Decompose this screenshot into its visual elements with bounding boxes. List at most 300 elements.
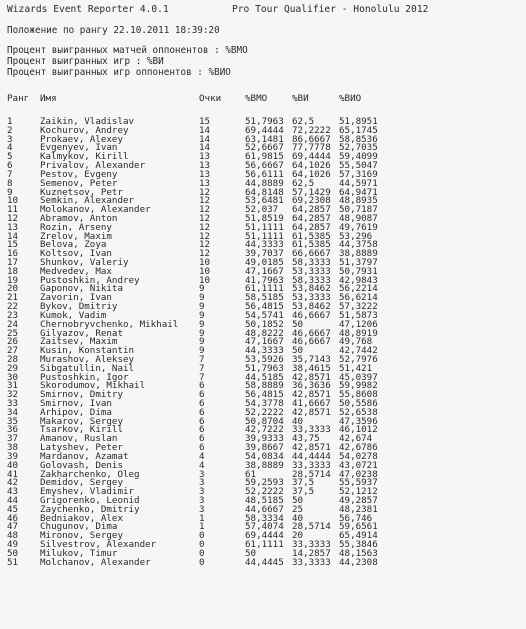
cell-gw: 33,3333	[292, 459, 331, 471]
cell-points: 9	[199, 301, 205, 313]
cell-name: Chugunov, Dima	[40, 521, 118, 533]
cell-omw: 51,1111	[245, 221, 284, 233]
cell-points: 0	[199, 556, 205, 568]
cell-points: 9	[199, 327, 205, 339]
cell-points: 4	[199, 450, 205, 462]
cell-points: 14	[199, 124, 211, 136]
cell-ogw: 59,6561	[339, 521, 378, 533]
cell-ogw: 64,9471	[339, 186, 378, 198]
cell-ogw: 58,8536	[339, 133, 378, 145]
cell-rank: 11	[7, 204, 19, 216]
cell-gw: 64,2857	[292, 221, 331, 233]
cell-rank: 45	[7, 503, 19, 515]
cell-omw: 44,5185	[245, 371, 284, 383]
cell-gw: 38,4615	[292, 362, 331, 374]
cell-gw: 61,5385	[292, 230, 331, 242]
cell-rank: 13	[7, 221, 19, 233]
cell-ogw: 47,1206	[339, 318, 378, 330]
cell-omw: 47,1667	[245, 336, 284, 348]
cell-omw: 58,5185	[245, 292, 284, 304]
cell-omw: 56,6667	[245, 160, 284, 172]
cell-points: 1	[199, 512, 205, 524]
cell-gw: 62,5	[292, 177, 315, 189]
cell-name: Zavorin, Ivan	[40, 292, 112, 304]
cell-points: 12	[199, 212, 211, 224]
table-row	[7, 556, 519, 568]
cell-name: Kalmykov, Kirill	[40, 151, 129, 163]
cell-rank: 29	[7, 362, 19, 374]
legend-line-ogw: Процент выигранных игр оппонентов : %ВИО	[7, 67, 231, 78]
cell-rank: 46	[7, 512, 19, 524]
cell-rank: 5	[7, 151, 13, 163]
cell-name: Medvedev, Max	[40, 265, 112, 277]
header-name: Имя	[40, 93, 57, 104]
cell-name: Zaikin, Vladislav	[40, 116, 135, 127]
cell-omw: 54,0834	[245, 450, 284, 462]
cell-rank: 28	[7, 353, 19, 365]
cell-points: 12	[199, 230, 211, 242]
cell-ogw: 42,674	[339, 433, 373, 445]
cell-omw: 51,7963	[245, 362, 284, 374]
cell-omw: 49,0185	[245, 257, 284, 268]
cell-gw: 37,5	[292, 486, 315, 498]
cell-points: 9	[199, 318, 205, 330]
cell-omw: 52,2222	[245, 486, 284, 498]
cell-omw: 52,2222	[245, 406, 284, 418]
cell-name: Bykov, Dmitriy	[40, 301, 118, 313]
cell-gw: 46,6667	[292, 336, 331, 348]
cell-gw: 58,3333	[292, 274, 331, 286]
cell-omw: 51,7963	[245, 116, 284, 127]
cell-points: 3	[199, 468, 205, 480]
cell-gw: 86,6667	[292, 133, 331, 145]
cell-name: Molokanov, Alexander	[40, 204, 151, 216]
cell-gw: 53,3333	[292, 292, 331, 304]
cell-rank: 2	[7, 124, 13, 136]
cell-ogw: 50,7931	[339, 265, 378, 277]
cell-rank: 41	[7, 468, 19, 480]
cell-points: 9	[199, 345, 205, 357]
cell-omw: 56,4815	[245, 389, 284, 401]
cell-gw: 14,2857	[292, 547, 331, 559]
cell-rank: 4	[7, 142, 13, 154]
cell-name: Semenov, Peter	[40, 177, 118, 189]
cell-ogw: 65,4914	[339, 530, 378, 542]
cell-omw: 61,9815	[245, 151, 284, 163]
cell-omw: 50,1852	[245, 318, 284, 330]
cell-points: 6	[199, 415, 205, 427]
cell-rank: 48	[7, 530, 19, 542]
cell-ogw: 56,2214	[339, 283, 378, 295]
cell-gw: 36,3636	[292, 380, 331, 392]
cell-gw: 33,3333	[292, 539, 331, 550]
cell-points: 0	[199, 547, 205, 559]
cell-omw: 51,1111	[245, 230, 284, 242]
cell-omw: 63,1481	[245, 133, 284, 145]
cell-name: Belova, Zoya	[40, 239, 107, 251]
cell-omw: 44,6667	[245, 503, 284, 515]
cell-points: 14	[199, 142, 211, 154]
cell-points: 3	[199, 486, 205, 498]
cell-gw: 77,7778	[292, 142, 331, 154]
cell-points: 9	[199, 336, 205, 348]
cell-ogw: 48,9087	[339, 212, 378, 224]
cell-gw: 25	[292, 503, 304, 515]
cell-rank: 36	[7, 424, 19, 436]
cell-ogw: 49,768	[339, 336, 373, 348]
cell-gw: 46,6667	[292, 309, 331, 321]
cell-rank: 42	[7, 477, 19, 489]
cell-ogw: 55,5937	[339, 477, 378, 489]
cell-name: Rozin, Arseny	[40, 221, 112, 233]
cell-gw: 57,1429	[292, 186, 331, 198]
cell-points: 3	[199, 477, 205, 489]
cell-points: 12	[199, 204, 211, 216]
cell-ogw: 54,0278	[339, 450, 378, 462]
cell-points: 12	[199, 248, 211, 260]
cell-name: Emyshev, Vladimir	[40, 486, 135, 498]
cell-ogw: 51,5873	[339, 309, 378, 321]
cell-rank: 22	[7, 301, 19, 313]
cell-name: Skorodumov, Mikhail	[40, 380, 146, 392]
cell-rank: 38	[7, 442, 19, 454]
cell-name: Mardanov, Azamat	[40, 450, 129, 462]
cell-points: 14	[199, 133, 211, 145]
cell-gw: 72,2222	[292, 124, 331, 136]
cell-gw: 46,6667	[292, 327, 331, 339]
cell-points: 12	[199, 195, 211, 207]
cell-points: 6	[199, 389, 205, 401]
cell-rank: 14	[7, 230, 19, 242]
cell-ogw: 50,5586	[339, 398, 378, 409]
cell-omw: 50,8704	[245, 415, 284, 427]
cell-points: 6	[199, 398, 205, 409]
cell-points: 7	[199, 362, 205, 374]
cell-omw: 41,7963	[245, 274, 284, 286]
cell-omw: 54,5741	[245, 309, 284, 321]
cell-points: 13	[199, 168, 211, 180]
cell-points: 7	[199, 353, 205, 365]
cell-omw: 59,2593	[245, 477, 284, 489]
cell-ogw: 48,8919	[339, 327, 378, 339]
cell-rank: 37	[7, 433, 19, 445]
cell-omw: 52,6667	[245, 142, 284, 154]
cell-gw: 33,3333	[292, 424, 331, 436]
cell-rank: 49	[7, 539, 19, 550]
cell-rank: 9	[7, 186, 13, 198]
cell-ogw: 55,8608	[339, 389, 378, 401]
cell-points: 6	[199, 442, 205, 454]
header-points: Очки	[199, 93, 222, 104]
cell-name: Gaponov, Nikita	[40, 283, 123, 295]
cell-gw: 42,8571	[292, 371, 331, 383]
cell-omw: 38,8889	[245, 459, 284, 471]
cell-name: Tsarkov, Kirill	[40, 424, 123, 436]
cell-omw: 44,3333	[245, 239, 284, 251]
event-title: Pro Tour Qualifier - Honolulu 2012	[232, 4, 429, 15]
cell-gw: 28,5714	[292, 521, 331, 533]
cell-points: 3	[199, 494, 205, 506]
cell-rank: 16	[7, 248, 19, 260]
cell-gw: 66,6667	[292, 248, 331, 260]
cell-points: 9	[199, 309, 205, 321]
cell-rank: 27	[7, 345, 19, 357]
cell-gw: 20	[292, 530, 304, 542]
cell-gw: 42,8571	[292, 406, 331, 418]
cell-omw: 50	[245, 547, 257, 559]
cell-omw: 48,8222	[245, 327, 284, 339]
cell-omw: 56,4815	[245, 301, 284, 313]
cell-gw: 50	[292, 345, 304, 357]
cell-name: Silvestrov, Alexander	[40, 539, 157, 550]
cell-gw: 42,8571	[292, 442, 331, 454]
cell-omw: 42,7222	[245, 424, 284, 436]
cell-name: Kuznetsov, Petr	[40, 186, 123, 198]
cell-name: Murashov, Aleksey	[40, 353, 135, 365]
cell-rank: 23	[7, 309, 19, 321]
cell-rank: 17	[7, 257, 19, 268]
cell-points: 15	[199, 116, 211, 127]
cell-ogw: 49,2857	[339, 494, 378, 506]
cell-gw: 50	[292, 494, 304, 506]
cell-gw: 42,8571	[292, 389, 331, 401]
cell-rank: 15	[7, 239, 19, 251]
cell-points: 12	[199, 186, 211, 198]
cell-name: Kusin, Konstantin	[40, 345, 135, 357]
cell-rank: 8	[7, 177, 13, 189]
cell-ogw: 43,0721	[339, 459, 378, 471]
cell-name: Molchanov, Alexander	[40, 556, 151, 568]
cell-ogw: 38,8889	[339, 248, 378, 260]
cell-ogw: 52,7976	[339, 353, 378, 365]
cell-gw: 61,5385	[292, 239, 331, 251]
cell-ogw: 52,6538	[339, 406, 378, 418]
cell-gw: 35,7143	[292, 353, 331, 365]
cell-rank: 51	[7, 556, 19, 568]
cell-name: Pustoshkin, Andrey	[40, 274, 140, 286]
cell-name: Privalov, Alexander	[40, 160, 146, 172]
cell-gw: 37,5	[292, 477, 315, 489]
cell-rank: 25	[7, 327, 19, 339]
cell-gw: 44,4444	[292, 450, 331, 462]
header-gw: %ВИ	[292, 93, 309, 104]
cell-points: 3	[199, 503, 205, 515]
cell-name: Demidov, Sergey	[40, 477, 123, 489]
cell-omw: 57,4074	[245, 521, 284, 533]
cell-ogw: 48,2381	[339, 503, 378, 515]
cell-name: Golovash, Denis	[40, 459, 123, 471]
cell-rank: 34	[7, 406, 19, 418]
cell-name: Abramov, Anton	[40, 212, 118, 224]
cell-ogw: 57,3169	[339, 168, 378, 180]
cell-points: 7	[199, 371, 205, 383]
cell-gw: 40	[292, 512, 304, 524]
cell-name: Amanov, Ruslan	[40, 433, 118, 445]
cell-omw: 61,1111	[245, 539, 284, 550]
cell-rank: 26	[7, 336, 19, 348]
cell-points: 1	[199, 521, 205, 533]
cell-omw: 54,3778	[245, 398, 284, 409]
cell-name: Prokaev, Alexey	[40, 133, 123, 145]
cell-name: Shunkov, Valeriy	[40, 257, 129, 268]
legend-line-gw: Процент выигранных игр : %ВИ	[7, 56, 164, 67]
cell-rank: 6	[7, 160, 13, 172]
cell-points: 13	[199, 160, 211, 172]
cell-rank: 43	[7, 486, 19, 498]
cell-gw: 64,2857	[292, 204, 331, 216]
cell-ogw: 48,8935	[339, 195, 378, 207]
cell-name: Arhipov, Dima	[40, 406, 112, 418]
cell-points: 12	[199, 239, 211, 251]
standings-table	[7, 93, 519, 567]
cell-gw: 41,6667	[292, 398, 331, 409]
cell-omw: 39,8667	[245, 442, 284, 454]
cell-ogw: 57,3222	[339, 301, 378, 313]
cell-ogw: 42,9843	[339, 274, 378, 286]
cell-name: Grigorenko, Leonid	[40, 494, 140, 506]
cell-points: 9	[199, 283, 205, 295]
cell-rank: 33	[7, 398, 19, 409]
cell-gw: 43,75	[292, 433, 320, 445]
cell-omw: 48,5185	[245, 494, 284, 506]
cell-points: 6	[199, 380, 205, 392]
cell-rank: 12	[7, 212, 19, 224]
cell-rank: 50	[7, 547, 19, 559]
cell-points: 9	[199, 292, 205, 304]
cell-points: 10	[199, 257, 211, 268]
cell-omw: 53,6481	[245, 195, 284, 207]
cell-name: Mironov, Sergey	[40, 530, 123, 542]
cell-points: 6	[199, 433, 205, 445]
cell-omw: 69,4444	[245, 530, 284, 542]
cell-omw: 61,1111	[245, 283, 284, 295]
cell-rank: 21	[7, 292, 19, 304]
cell-name: Makarov, Sergey	[40, 415, 123, 427]
cell-points: 10	[199, 265, 211, 277]
cell-name: Koltsov, Ivan	[40, 248, 112, 260]
cell-ogw: 53,296	[339, 230, 373, 242]
cell-rank: 18	[7, 265, 19, 277]
cell-omw: 58,3334	[245, 512, 284, 524]
cell-name: Pustoshkin, Igor	[40, 371, 129, 383]
cell-points: 6	[199, 424, 205, 436]
cell-omw: 61	[245, 468, 257, 480]
header-omw: %ВМО	[245, 93, 268, 104]
cell-gw: 64,1026	[292, 168, 331, 180]
cell-name: Zrelov, Maxim	[40, 230, 112, 242]
cell-rank: 39	[7, 450, 19, 462]
cell-ogw: 44,3758	[339, 239, 378, 251]
header-rank: Ранг	[7, 93, 30, 104]
cell-name: Chernobryvchenko, Mikhail	[40, 318, 179, 330]
cell-points: 13	[199, 177, 211, 189]
cell-name: Evgenyev, Ivan	[40, 142, 118, 154]
cell-ogw: 51,421	[339, 362, 373, 374]
cell-rank: 10	[7, 195, 19, 207]
cell-points: 13	[199, 151, 211, 163]
cell-ogw: 55,3846	[339, 539, 378, 550]
cell-omw: 47,1667	[245, 265, 284, 277]
cell-name: Semkin, Alexander	[40, 195, 135, 207]
cell-name: Milukov, Timur	[40, 547, 118, 559]
cell-gw: 62,5	[292, 116, 315, 127]
cell-omw: 39,7037	[245, 248, 284, 260]
cell-omw: 58,8889	[245, 380, 284, 392]
cell-gw: 58,3333	[292, 257, 331, 268]
cell-name: Sibgatullin, Nail	[40, 362, 135, 374]
cell-rank: 24	[7, 318, 19, 330]
app-title: Wizards Event Reporter 4.0.1	[7, 4, 169, 15]
cell-rank: 3	[7, 133, 13, 145]
cell-name: Zaychenko, Dmitriy	[40, 503, 140, 515]
cell-rank: 32	[7, 389, 19, 401]
cell-ogw: 51,3797	[339, 257, 378, 268]
cell-gw: 53,8462	[292, 283, 331, 295]
cell-ogw: 52,1212	[339, 486, 378, 498]
cell-ogw: 51,8951	[339, 116, 378, 127]
cell-omw: 44,4445	[245, 556, 284, 568]
cell-points: 0	[199, 539, 205, 550]
cell-ogw: 47,3596	[339, 415, 378, 427]
cell-name: Latyshev, Peter	[40, 442, 123, 454]
cell-rank: 40	[7, 459, 19, 471]
cell-name: Smirnov, Dmitry	[40, 389, 123, 401]
cell-rank: 20	[7, 283, 19, 295]
cell-ogw: 50,7187	[339, 204, 378, 216]
cell-name: Zaitsev, Maxim	[40, 336, 118, 348]
cell-omw: 44,3333	[245, 345, 284, 357]
cell-rank: 44	[7, 494, 19, 506]
cell-omw: 56,6111	[245, 168, 284, 180]
cell-gw: 69,2308	[292, 195, 331, 207]
cell-points: 12	[199, 221, 211, 233]
cell-ogw: 46,1012	[339, 424, 378, 436]
cell-gw: 69,4444	[292, 151, 331, 163]
cell-ogw: 47,0238	[339, 468, 378, 480]
cell-omw: 44,8889	[245, 177, 284, 189]
cell-ogw: 44,5971	[339, 177, 378, 189]
cell-name: Pestov, Evgeny	[40, 168, 118, 180]
cell-points: 6	[199, 406, 205, 418]
cell-gw: 64,2857	[292, 212, 331, 224]
cell-name: Smirnov, Ivan	[40, 398, 112, 409]
cell-rank: 31	[7, 380, 19, 392]
cell-omw: 39,9333	[245, 433, 284, 445]
cell-name: Kochurov, Andrey	[40, 124, 129, 136]
cell-gw: 53,8462	[292, 301, 331, 313]
cell-ogw: 52,7035	[339, 142, 378, 154]
standings-timestamp: Положение по рангу 22.10.2011 18:39:20	[7, 25, 220, 36]
cell-ogw: 56,746	[339, 512, 373, 524]
cell-rank: 35	[7, 415, 19, 427]
cell-ogw: 42,6786	[339, 442, 378, 454]
cell-ogw: 65,1745	[339, 124, 378, 136]
cell-omw: 53,5926	[245, 353, 284, 365]
cell-rank: 30	[7, 371, 19, 383]
cell-points: 4	[199, 459, 205, 471]
table-header-row	[7, 93, 519, 105]
cell-omw: 52,037	[245, 204, 279, 216]
cell-rank: 7	[7, 168, 13, 180]
cell-gw: 28,5714	[292, 468, 331, 480]
cell-omw: 64,8148	[245, 186, 284, 198]
cell-ogw: 48,1563	[339, 547, 378, 559]
cell-rank: 47	[7, 521, 19, 533]
cell-name: Gilyazov, Renat	[40, 327, 123, 339]
cell-ogw: 55,5047	[339, 160, 378, 172]
cell-ogw: 45,0397	[339, 371, 378, 383]
cell-gw: 64,1026	[292, 160, 331, 172]
